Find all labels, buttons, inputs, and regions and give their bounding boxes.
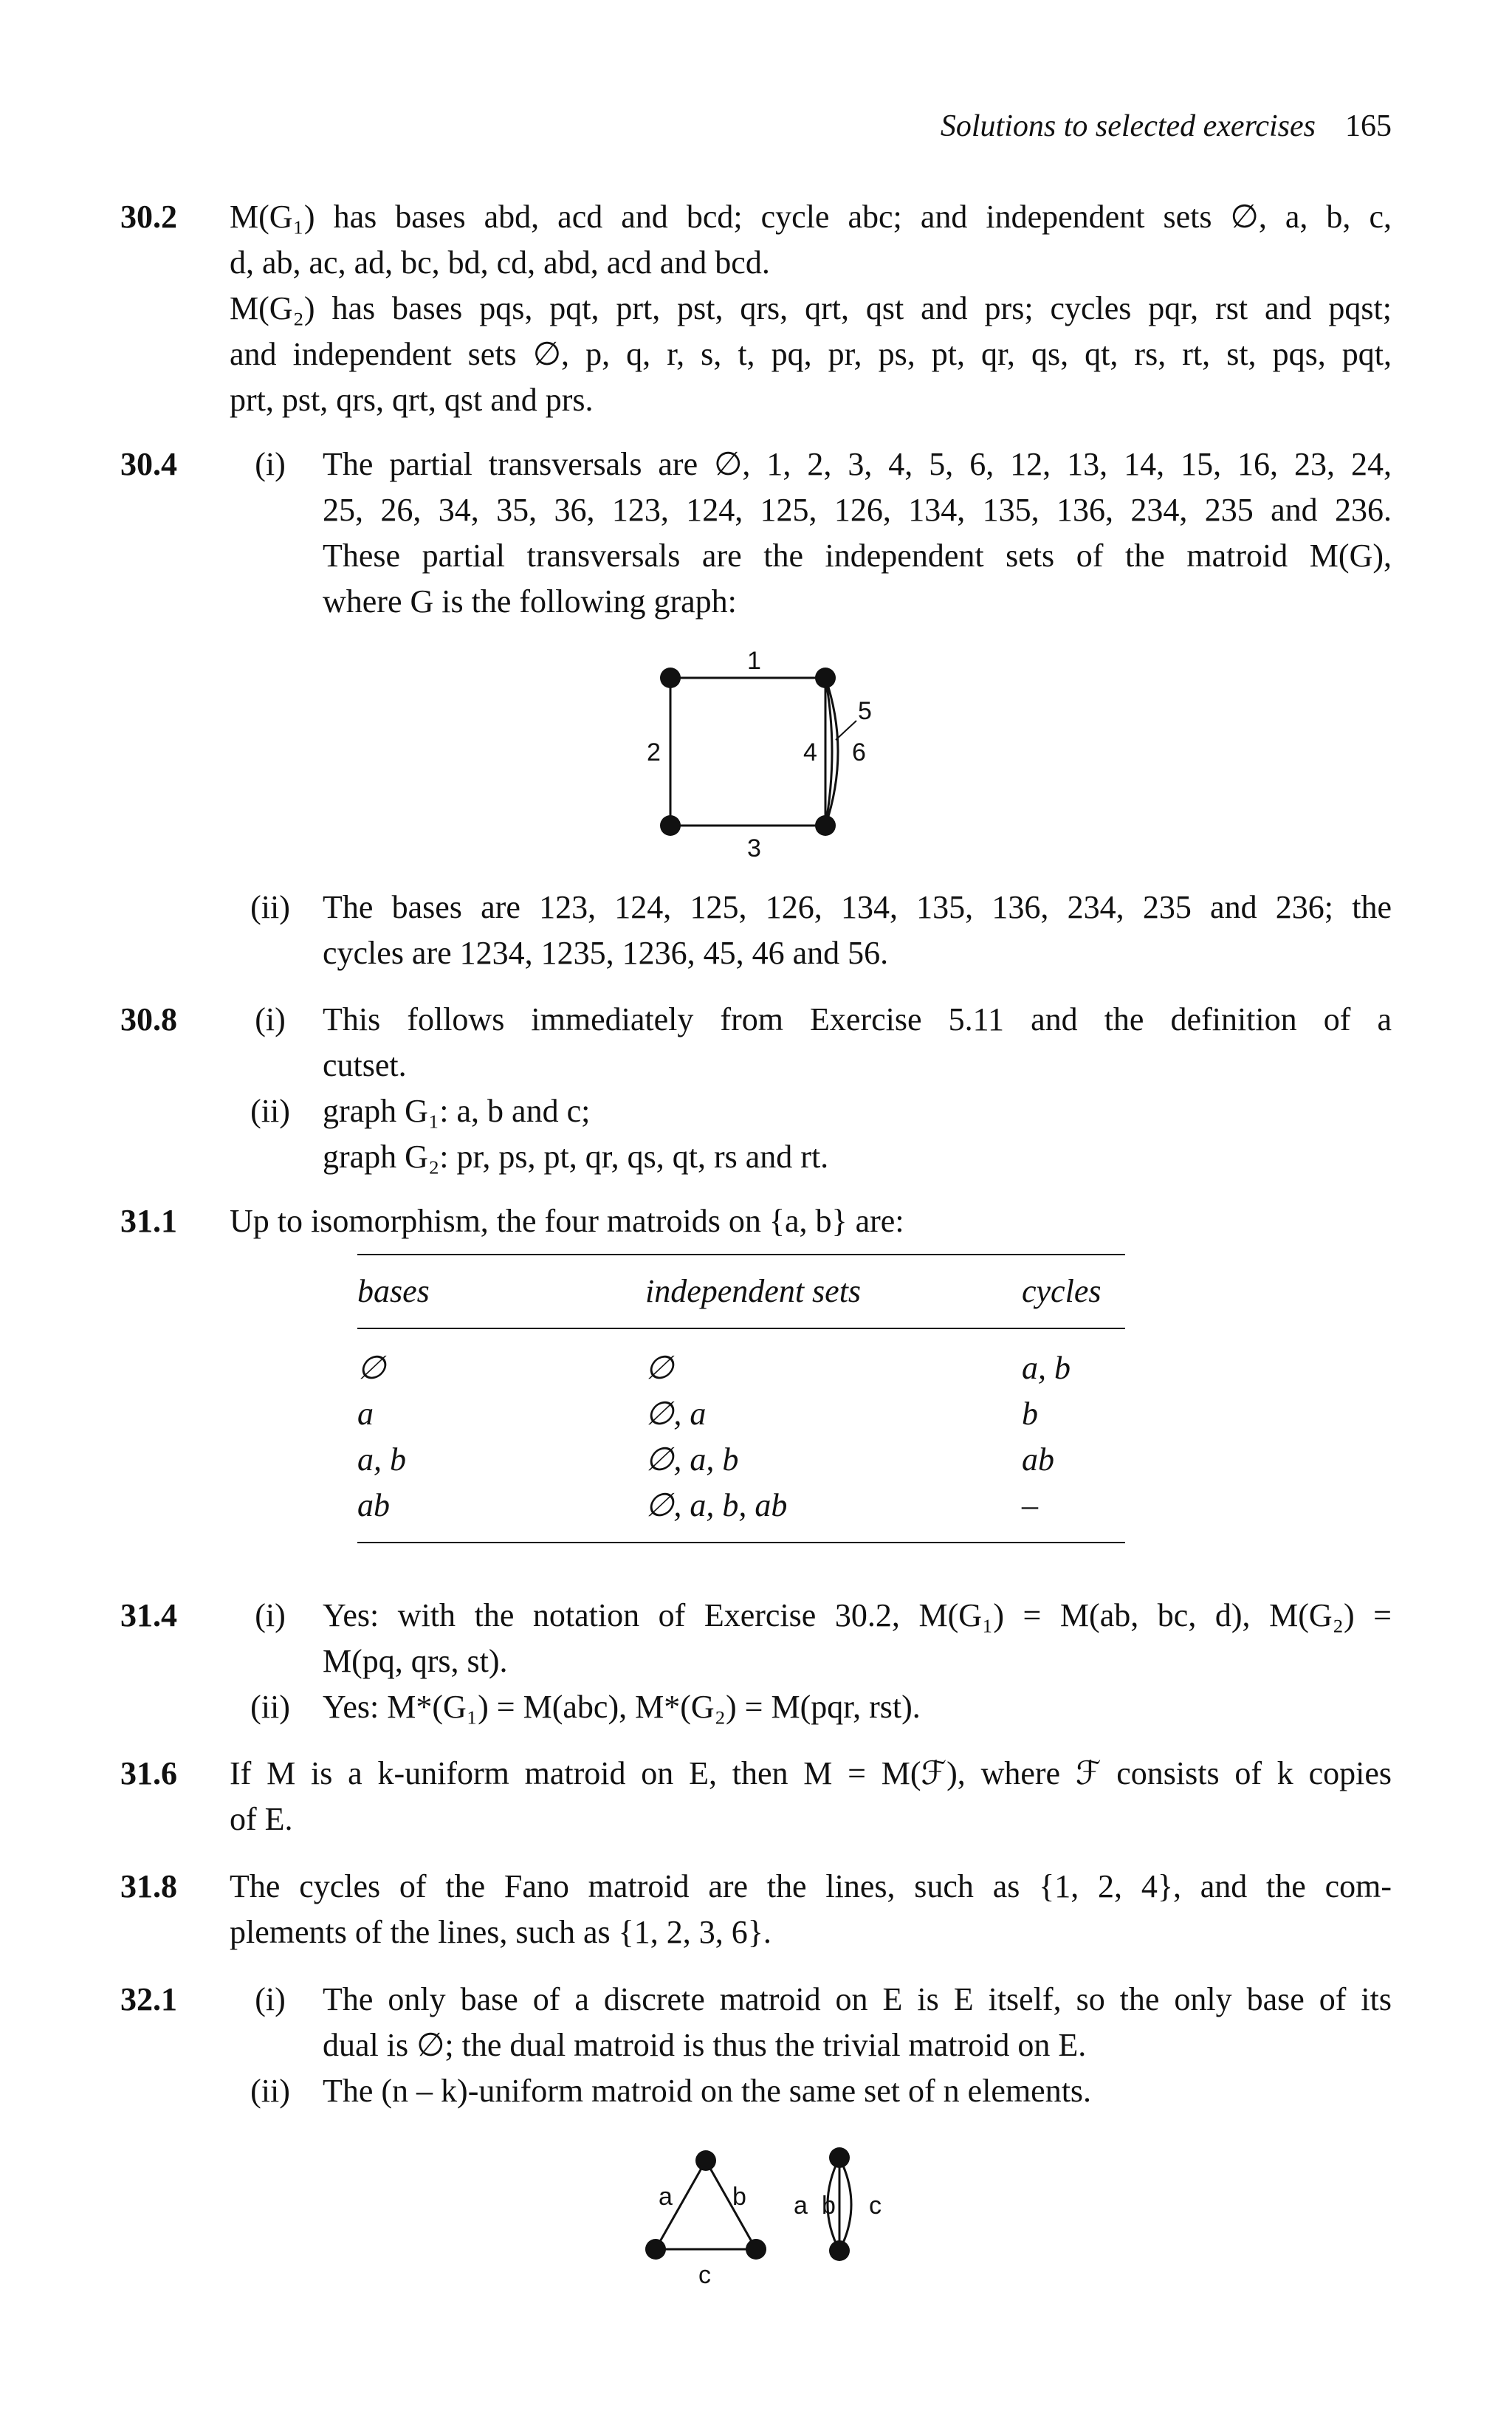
part-label: (ii) xyxy=(250,889,290,925)
edge-label-3: 3 xyxy=(747,834,761,862)
part-label: (ii) xyxy=(250,1689,290,1725)
text-line: d, ab, ac, ad, bc, bd, cd, abd, acd and bcd. xyxy=(230,244,770,281)
vertex xyxy=(746,2239,766,2260)
text-line: The (n – k)-uniform matroid on the same set of n elements. xyxy=(323,2073,1092,2109)
table-cell: ∅ xyxy=(357,1350,386,1386)
text-line: Up to isomorphism, the four matroids on {a, b} are: xyxy=(230,1203,904,1239)
exercise-31-1 xyxy=(120,1198,1392,1244)
part-ii xyxy=(230,1684,1392,1730)
vertex xyxy=(660,668,681,688)
exercise-number: 31.1 xyxy=(120,1203,177,1239)
vertex xyxy=(660,815,681,836)
table-cell: ∅ xyxy=(645,1350,674,1386)
part-i xyxy=(230,442,1392,625)
part-i xyxy=(230,997,1392,1088)
exercise-number: 31.8 xyxy=(120,1868,177,1904)
text-line: The partial transversals are ∅, 1, 2, 3, 4, 5, 6, 12, 13, 14, 15, 16, 23, 24, xyxy=(323,446,1392,482)
running-header xyxy=(941,103,1392,149)
table-cell: b xyxy=(1022,1396,1038,1432)
table-row xyxy=(357,1483,1125,1529)
edge-label-c: c xyxy=(869,2192,882,2220)
edge-b xyxy=(706,2161,756,2249)
part-ii xyxy=(230,885,1392,976)
part-i xyxy=(230,1593,1392,1684)
table-row xyxy=(357,1345,1125,1391)
graph-g-figure xyxy=(635,642,886,864)
edge-c xyxy=(839,2158,851,2251)
exercise-32-1 xyxy=(120,1977,1392,2114)
exercise-number: 30.4 xyxy=(120,446,177,482)
exercise-body xyxy=(230,1198,1392,1244)
vertex xyxy=(829,2240,850,2261)
exercise-number: 30.2 xyxy=(120,199,177,235)
table-row xyxy=(357,1391,1125,1437)
part-label: (i) xyxy=(255,1597,286,1633)
vertex xyxy=(645,2239,666,2260)
text-line: 25, 26, 34, 35, 36, 123, 124, 125, 126, 134, 135, 136, 234, 235 and 236. xyxy=(323,492,1392,528)
column-header: cycles xyxy=(1022,1273,1102,1309)
text-line: and independent sets ∅, p, q, r, s, t, pq, pr, ps, pt, qr, qs, qt, rs, rt, st, pqs, pqt, xyxy=(230,336,1392,372)
part-label: (i) xyxy=(255,446,286,482)
vertex xyxy=(695,2150,716,2171)
text-line: The only base of a discrete matroid on E is E itself, so the only base of its xyxy=(323,1981,1392,2017)
multi-edge-graph-figure xyxy=(786,2141,904,2289)
text-line: If M is a k-uniform matroid on E, then M = M(ℱ), where ℱ consists of k copies xyxy=(230,1755,1392,1791)
text-line: This follows immediately from Exercise 5.11 and the definition of a xyxy=(323,1001,1392,1037)
edge-label-b: b xyxy=(732,2183,746,2211)
text-line: Yes: with the notation of Exercise 30.2, M(G₁) = M(ab, bc, d), M(G₂) = xyxy=(323,1597,1392,1633)
text-line: dual is ∅; the dual matroid is thus the trivial matroid on E. xyxy=(323,2027,1087,2063)
text-line: M(G₁) has bases abd, acd and bcd; cycle abc; and independent sets ∅, a, b, c, xyxy=(230,199,1392,235)
text-line: prt, pst, qrs, qrt, qst and prs. xyxy=(230,382,594,418)
exercise-body xyxy=(230,997,1392,1180)
edge-label-6: 6 xyxy=(852,738,866,766)
table-cell: a, b xyxy=(357,1441,406,1478)
edge-label-b: b xyxy=(822,2192,836,2220)
exercise-30-8 xyxy=(120,997,1392,1180)
exercise-31-8 xyxy=(120,1864,1392,1955)
exercise-number: 31.4 xyxy=(120,1597,177,1633)
table-cell: ∅, a, b xyxy=(645,1441,739,1478)
edge-label-4: 4 xyxy=(803,738,817,766)
text-line: These partial transversals are the independent sets of the matroid M(G), xyxy=(323,538,1392,574)
edge-label-2: 2 xyxy=(647,738,661,766)
exercise-number: 31.6 xyxy=(120,1755,177,1791)
exercise-number: 32.1 xyxy=(120,1981,177,2017)
text-line: plements of the lines, such as {1, 2, 3, 6}. xyxy=(230,1914,772,1950)
running-title: Solutions to selected exercises xyxy=(940,109,1316,143)
text-line: The cycles of the Fano matroid are the lines, such as {1, 2, 4}, and the com- xyxy=(230,1868,1392,1904)
text-line: of E. xyxy=(230,1801,293,1837)
exercise-body xyxy=(230,1751,1392,1842)
edge-label-a: a xyxy=(794,2192,808,2220)
matroid-table xyxy=(357,1254,1125,1543)
vertex xyxy=(815,815,836,836)
part-label: (i) xyxy=(255,1981,286,2017)
text-line: The bases are 123, 124, 125, 126, 134, 135, 136, 234, 235 and 236; the xyxy=(323,889,1392,925)
exercise-body xyxy=(230,885,1392,976)
table-cell: a xyxy=(357,1396,374,1432)
exercise-body xyxy=(230,442,1392,625)
page-number: 165 xyxy=(1345,109,1392,143)
text-line: graph G₂: pr, ps, pt, qr, qs, qt, rs and rt. xyxy=(323,1139,829,1175)
part-label: (ii) xyxy=(250,2073,290,2109)
part-ii xyxy=(230,1088,1392,1180)
column-header: independent sets xyxy=(645,1273,862,1309)
part-ii xyxy=(230,2068,1392,2114)
exercise-30-4-ii xyxy=(120,885,1392,976)
vertex xyxy=(829,2147,850,2168)
exercise-body xyxy=(230,1977,1392,2114)
part-label: (i) xyxy=(255,1001,286,1037)
exercise-30-4 xyxy=(120,442,1392,625)
exercise-body xyxy=(230,1864,1392,1955)
exercise-30-2 xyxy=(120,194,1392,423)
text-line: cutset. xyxy=(323,1047,407,1083)
edge-label-a: a xyxy=(659,2183,673,2211)
part-i xyxy=(230,1977,1392,2068)
exercise-body xyxy=(230,1593,1392,1730)
vertex xyxy=(815,668,836,688)
table-cell: ∅, a xyxy=(645,1396,707,1432)
triangle-graph-figure xyxy=(635,2141,775,2289)
text-line: graph G₁: a, b and c; xyxy=(323,1093,591,1129)
edge-label-c: c xyxy=(698,2261,711,2289)
column-header: bases xyxy=(357,1273,430,1309)
exercise-body xyxy=(230,194,1392,423)
table-cell: – xyxy=(1022,1487,1038,1523)
table-row xyxy=(357,1437,1125,1483)
text-line: cycles are 1234, 1235, 1236, 45, 46 and 56. xyxy=(323,935,889,971)
table-cell: ab xyxy=(1022,1441,1054,1478)
matroids-on-ab-table xyxy=(357,1255,1125,1543)
text-line: M(G₂) has bases pqs, pqt, prt, pst, qrs, qrt, qst and prs; cycles pqr, rst and pqst; xyxy=(230,290,1392,326)
part-label: (ii) xyxy=(250,1093,290,1129)
label-leader-5 xyxy=(836,721,856,740)
text-line: M(pq, qrs, st). xyxy=(323,1643,508,1679)
exercise-31-6 xyxy=(120,1751,1392,1842)
text-line: Yes: M*(G₁) = M(abc), M*(G₂) = M(pqr, rst). xyxy=(323,1689,921,1725)
edge-label-1: 1 xyxy=(747,647,761,675)
edge-label-5: 5 xyxy=(858,697,872,725)
exercise-number: 30.8 xyxy=(120,1001,177,1037)
table-cell: a, b xyxy=(1022,1350,1071,1386)
table-cell: ab xyxy=(357,1487,390,1523)
exercise-31-4 xyxy=(120,1593,1392,1730)
table-cell: ∅, a, b, ab xyxy=(645,1487,788,1523)
text-line: where G is the following graph: xyxy=(323,583,737,620)
